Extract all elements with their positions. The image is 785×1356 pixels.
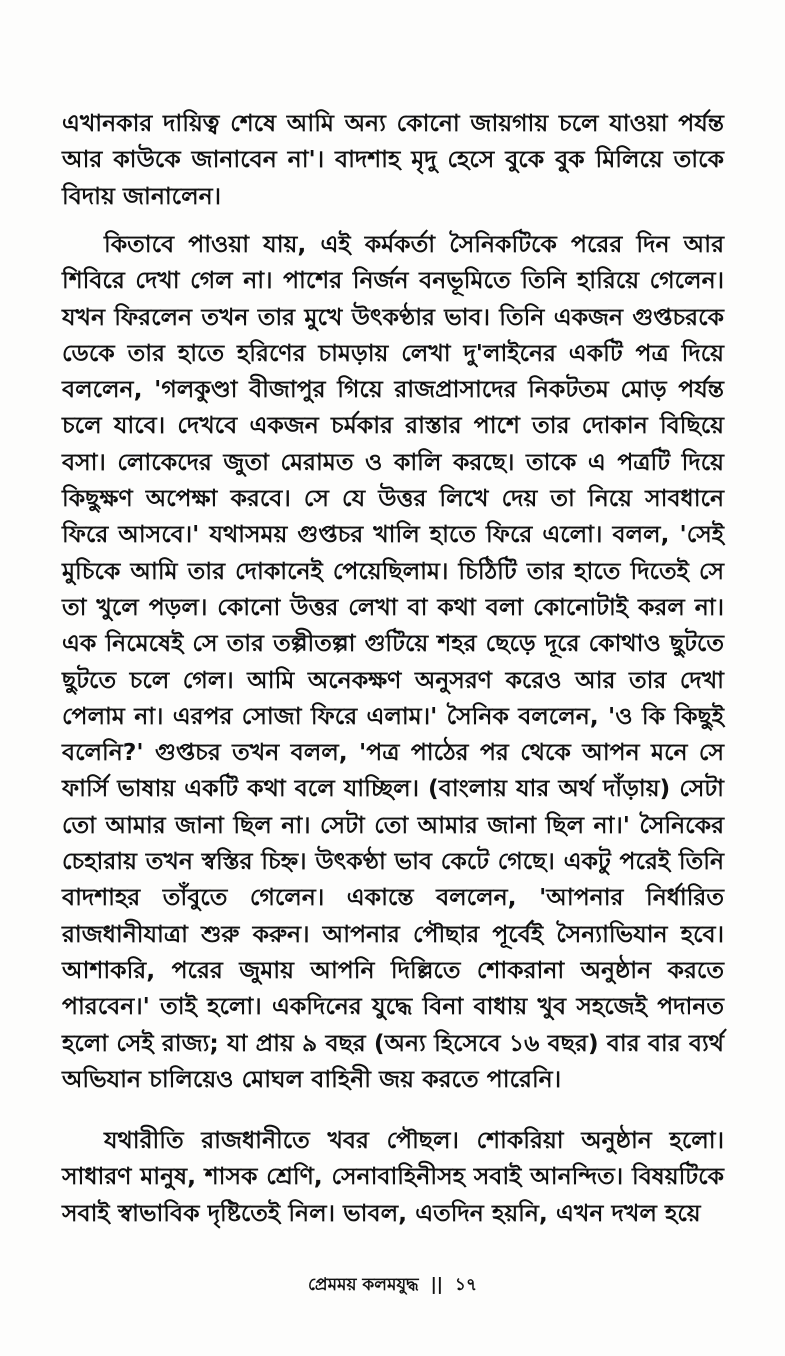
- paragraph-1: এখানকার দায়িত্ব শেষে আমি অন্য কোনো জায়গায় চলে যাওয়া পর্যন্ত আর কাউকে জানাবেন না'। বাদশাহ মৃদু হেসে বুকে বুক মিলিয়ে তাকে বিদায় জানালেন।: [62, 109, 724, 210]
- page-number: ১৭: [454, 1275, 478, 1295]
- page-footer: [0, 1272, 785, 1300]
- book-title: প্রেমময় কলমযুদ্ধ: [307, 1275, 419, 1295]
- footer-separator: ||: [430, 1275, 443, 1295]
- paragraph-3: যথারীতি রাজধানীতে খবর পৌছল। শোকরিয়া অনুষ্ঠান হলো। সাধারণ মানুষ, শাসক শ্রেণি, সেনাবাহিনীসহ সবাই আনন্দিত। বিষয়টিকে সবাই স্বাভাবিক দৃষ্টিতেই নিল। ভাবল, এতদিন হয়নি, এখন দখল হয়ে: [62, 1126, 724, 1227]
- paragraph-2: কিতাবে পাওয়া যায়, এই কর্মকর্তা সৈনিকটিকে পরের দিন আর শিবিরে দেখা গেল না। পাশের নির্জন বনভূমিতে তিনি হারিয়ে গেলেন। যখন ফিরলেন তখন তার মুখে উৎকণ্ঠার ভাব। তিনি একজন গুপ্তচরকে ডেকে তার হাতে হরিণের চামড়ায় লেখা দু'লাইনের একটি পত্র দিয়ে বললেন, 'গলকুণ্ডা বীজাপুর গিয়ে রাজপ্রাসাদের নিকটতম মোড় পর্যন্ত চলে যাবে। দেখবে একজন চর্মকার রাস্তার পাশে তার দোকান বিছিয়ে বসা। লোকেদের জুতা মেরামত ও কালি করছে। তাকে এ পত্রটি দিয়ে কিছুক্ষণ অপেক্ষা করবে। সে যে উত্তর লিখে দেয় তা নিয়ে সাবধানে ফিরে আসবে।' যথাসময় গুপ্তচর খালি হাতে ফিরে এলো। বলল, 'সেই মুচিকে আমি তার দোকানেই পেয়েছিলাম। চিঠিটি তার হাতে দিতেই সে তা খুলে পড়ল। কোনো উত্তর লেখা বা কথা বলা কোনোটাই করল না। এক নিমেষেই সে তার তল্পীতল্পা গুটিয়ে শহর ছেড়ে দূরে কোথাও ছুটতে ছুটতে চলে গেল। আমি অনেকক্ষণ অনুসরণ করেও আর তার দেখা পেলাম না। এরপর সোজা ফিরে এলাম।' সৈনিক বললেন, 'ও কি কিছুই বলেনি?' গুপ্তচর তখন বলল, 'পত্র পাঠের পর থেকে আপন মনে সে ফার্সি ভাষায় একটি কথা বলে যাচ্ছিল। (বাংলায় যার অর্থ দাঁড়ায়) সেটা তো আমার জানা ছিল না। সেটা তো আমার জানা ছিল না।' সৈনিকের চেহারায় তখন স্বস্তির চিহ্ন। উৎকণ্ঠা ভাব কেটে গেছে। একটু পরেই তিনি বাদশাহর তাঁবুতে গেলেন। একান্তে বললেন, 'আপনার নির্ধারিত রাজধানীযাত্রা শুরু করুন। আপনার পৌছার পূর্বেই সৈন্যাভিযান হবে। আশাকরি, পরের জুমায় আপনি দিল্লিতে শোকরানা অনুষ্ঠান করতে পারবেন।' তাই হলো। একদিনের যুদ্ধে বিনা বাধায় খুব সহজেই পদানত হলো সেই রাজ্য; যা প্রায় ৯ বছর (অন্য হিসেবে ১৬ বছর) বার বার ব্যর্থ অভিযান চালিয়েও মোঘল বাহিনী জয় করতে পারেনি।: [62, 230, 724, 1093]
